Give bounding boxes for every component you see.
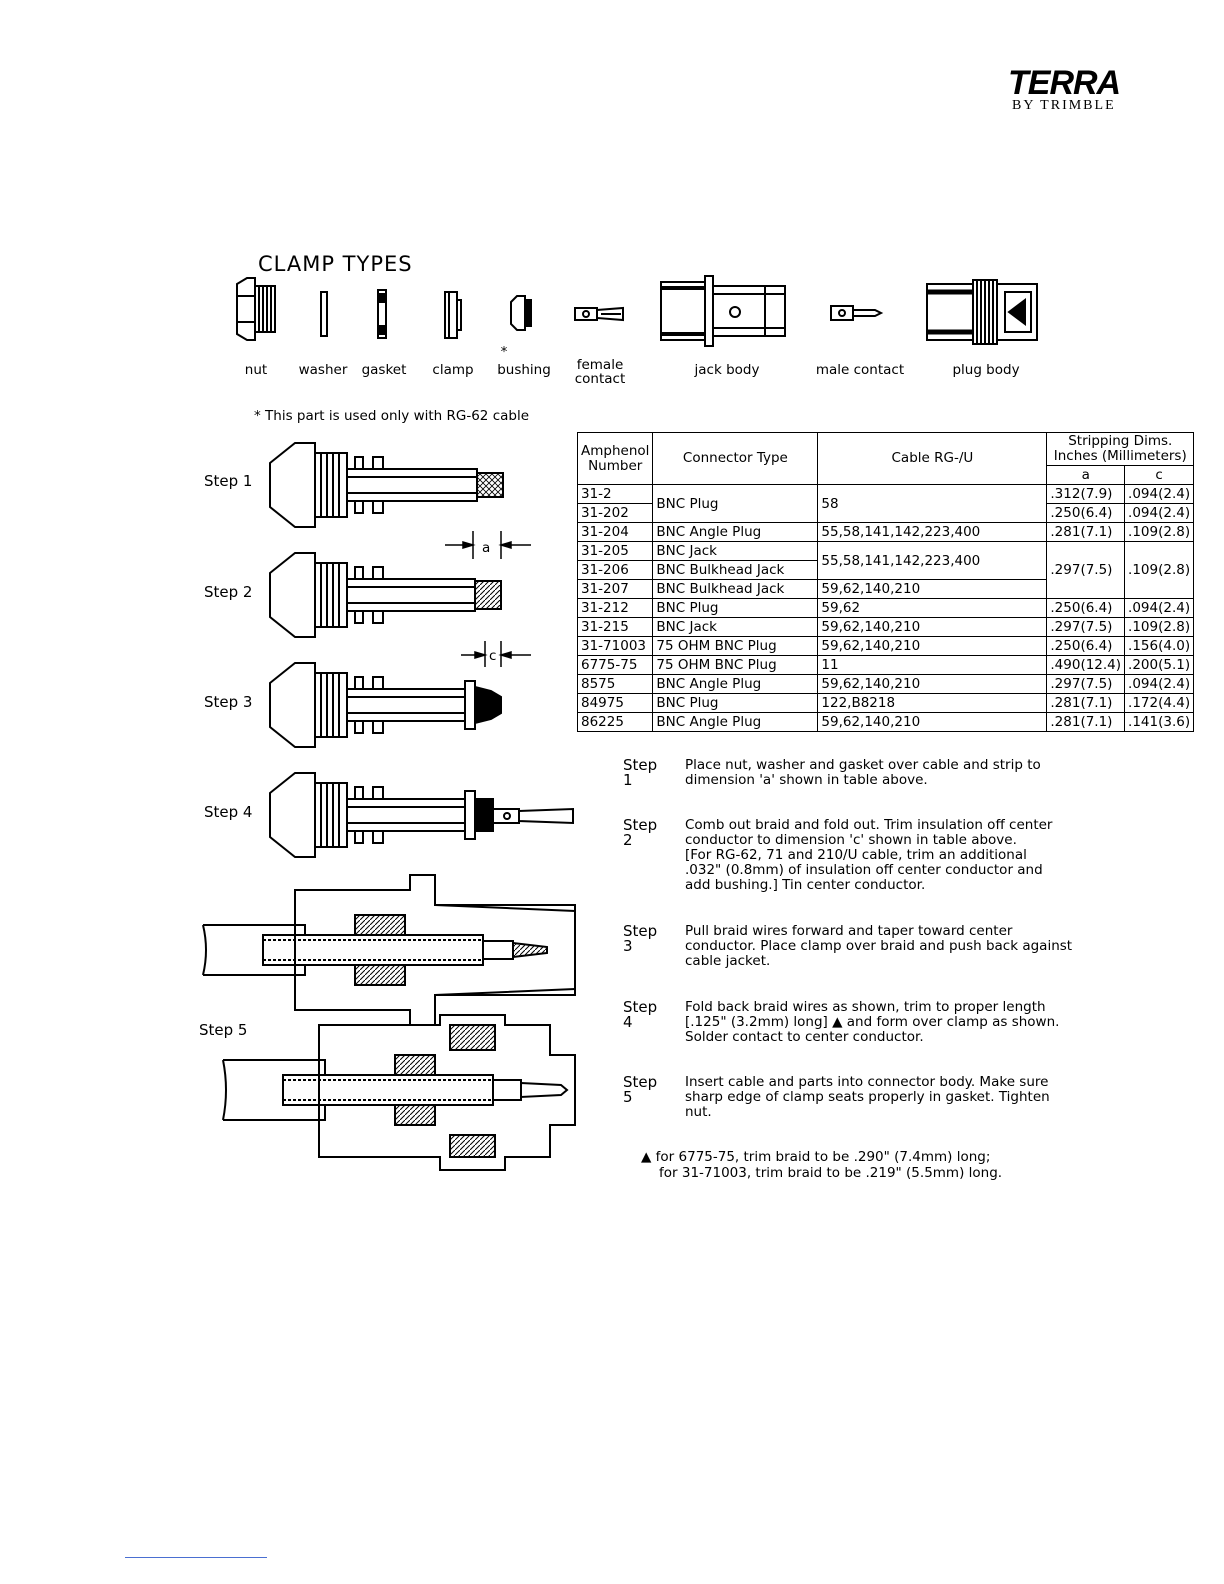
triangle-note-line-1: ▲ for 6775-75, trim braid to be .290" (7.4mm) long; — [641, 1149, 991, 1165]
cell-cable: 59,62,140,210 — [818, 713, 1047, 732]
cell-c: .094(2.4) — [1125, 504, 1194, 523]
table-row — [578, 542, 1194, 561]
cell-c: .094(2.4) — [1125, 485, 1194, 504]
step-5-label: Step 5 — [199, 1021, 248, 1039]
cell-type: 75 OHM BNC Plug — [653, 637, 818, 656]
cell-num: 6775-75 — [578, 656, 653, 675]
cell-a: .281(7.1) — [1047, 694, 1125, 713]
step-4-label: Step 4 — [204, 803, 253, 821]
cell-cable: 59,62,140,210 — [818, 637, 1047, 656]
table-row — [578, 485, 1194, 504]
cell-c: .141(3.6) — [1125, 713, 1194, 732]
male-contact-icon — [831, 306, 881, 320]
cell-num: 86225 — [578, 713, 653, 732]
cell-type: BNC Plug — [653, 485, 818, 523]
table-row — [578, 656, 1194, 675]
cell-c: .200(5.1) — [1125, 656, 1194, 675]
cell-type: BNC Bulkhead Jack — [653, 561, 818, 580]
instruction-line: dimension 'a' shown in table above. — [685, 772, 928, 788]
cell-type: BNC Bulkhead Jack — [653, 580, 818, 599]
header-a: a — [1047, 466, 1125, 485]
part-label-female-contact: female contact — [574, 357, 626, 387]
part-label-clamp: clamp — [432, 362, 474, 378]
female-contact-icon — [575, 308, 623, 320]
cell-type: BNC Angle Plug — [653, 675, 818, 694]
cell-a: .297(7.5) — [1047, 618, 1125, 637]
instruction-line: [.125" (3.2mm) long] ▲ and form over clamp as shown. — [685, 1014, 1060, 1030]
header-c: c — [1125, 466, 1194, 485]
cell-type: BNC Angle Plug — [653, 523, 818, 542]
cell-c: .109(2.8) — [1125, 523, 1194, 542]
step-3-assembly — [270, 663, 501, 747]
table-row — [578, 694, 1194, 713]
header-amphenol: Amphenol Number — [578, 433, 653, 485]
footer-rule — [125, 1557, 267, 1558]
cell-a: .312(7.9) — [1047, 485, 1125, 504]
step-1-label: Step 1 — [204, 472, 253, 490]
cell-num: 31-204 — [578, 523, 653, 542]
cell-a: .281(7.1) — [1047, 713, 1125, 732]
cell-a: .250(6.4) — [1047, 599, 1125, 618]
step-2-label: Step 2 — [204, 583, 253, 601]
cell-num: 31-2 — [578, 485, 653, 504]
instruction-line: sharp edge of clamp seats properly in gasket. Tighten — [685, 1089, 1050, 1105]
cell-type: BNC Plug — [653, 599, 818, 618]
instruction-line: conductor to dimension 'c' shown in table above. — [685, 832, 1017, 848]
instruction-line: Place nut, washer and gasket over cable and strip to — [685, 757, 1041, 773]
cell-cable: 58 — [818, 485, 1047, 523]
part-label-plug-body: plug body — [952, 362, 1020, 378]
cross-section-jack — [203, 875, 575, 1025]
cell-c: .094(2.4) — [1125, 599, 1194, 618]
instruction-step-2-num: Step 2 — [623, 816, 658, 849]
cell-num: 31-202 — [578, 504, 653, 523]
instruction-step-5-num: Step 5 — [623, 1073, 658, 1106]
part-label-bushing: bushing — [497, 362, 551, 378]
cell-num: 31-205 — [578, 542, 653, 561]
gasket-icon — [378, 290, 386, 338]
cell-type: BNC Jack — [653, 618, 818, 637]
washer-icon — [321, 292, 327, 336]
stripping-dims-table — [577, 432, 1194, 732]
clamp-icon — [445, 292, 461, 338]
clamp-types-title: CLAMP TYPES — [258, 252, 413, 276]
cell-num: 84975 — [578, 694, 653, 713]
triangle-note — [641, 1149, 1002, 1181]
table-row — [578, 637, 1194, 656]
step-2-assembly — [270, 553, 501, 637]
plug-body-icon — [927, 280, 1037, 344]
instruction-line: [For RG-62, 71 and 210/U cable, trim an additional — [685, 847, 1027, 863]
cell-c: .109(2.8) — [1125, 618, 1194, 637]
table-row — [578, 618, 1194, 637]
cell-cable: 11 — [818, 656, 1047, 675]
cell-a: .490(12.4) — [1047, 656, 1125, 675]
cell-c: .109(2.8) — [1125, 542, 1194, 599]
cell-c: .094(2.4) — [1125, 675, 1194, 694]
step-1-assembly — [270, 443, 503, 527]
instruction-line: Insert cable and parts into connector body. Make sure — [685, 1074, 1049, 1090]
table-row — [578, 675, 1194, 694]
terra-logo: TERRA — [1008, 64, 1121, 102]
cell-num: 31-212 — [578, 599, 653, 618]
cell-cable: 59,62 — [818, 599, 1047, 618]
cell-a: .297(7.5) — [1047, 675, 1125, 694]
triangle-note-line-2: for 31-71003, trim braid to be .219" (5.5mm) long. — [659, 1165, 1003, 1181]
cross-section-plug — [223, 1015, 575, 1170]
cell-type: BNC Angle Plug — [653, 713, 818, 732]
cell-type: BNC Plug — [653, 694, 818, 713]
assembly-steps-drawing — [195, 435, 585, 1185]
logo-subtitle: BY TRIMBLE — [1012, 98, 1116, 113]
instruction-line: Solder contact to center conductor. — [685, 1029, 924, 1045]
cell-num: 31-71003 — [578, 637, 653, 656]
cell-a: .281(7.1) — [1047, 523, 1125, 542]
instruction-line: nut. — [685, 1104, 712, 1120]
bushing-asterisk: * — [500, 344, 508, 360]
cell-cable: 55,58,141,142,223,400 — [818, 523, 1047, 542]
cell-num: 8575 — [578, 675, 653, 694]
step-3-label: Step 3 — [204, 693, 253, 711]
cell-cable: 55,58,141,142,223,400 — [818, 542, 1047, 580]
table-row — [578, 599, 1194, 618]
cell-type: 75 OHM BNC Plug — [653, 656, 818, 675]
instruction-line: cable jacket. — [685, 953, 771, 969]
header-cable: Cable RG-/U — [818, 433, 1047, 485]
header-connector: Connector Type — [653, 433, 818, 485]
cell-cable: 59,62,140,210 — [818, 618, 1047, 637]
cell-cable: 59,62,140,210 — [818, 580, 1047, 599]
instruction-line: Pull braid wires forward and taper toward center — [685, 923, 1013, 939]
cell-num: 31-206 — [578, 561, 653, 580]
part-label-male-contact: male contact — [815, 362, 905, 378]
jack-body-icon — [661, 276, 785, 346]
table-row — [578, 713, 1194, 732]
dimension-a-label: a — [482, 540, 491, 556]
cell-num: 31-215 — [578, 618, 653, 637]
instruction-step-3-num: Step 3 — [623, 922, 658, 955]
instruction-line: Fold back braid wires as shown, trim to proper length — [685, 999, 1046, 1015]
cell-type: BNC Jack — [653, 542, 818, 561]
cell-c: .156(4.0) — [1125, 637, 1194, 656]
instruction-line: .032" (0.8mm) of insulation off center conductor and — [685, 862, 1043, 878]
cell-a: .250(6.4) — [1047, 637, 1125, 656]
cell-c: .172(4.4) — [1125, 694, 1194, 713]
nut-icon — [237, 278, 275, 340]
instruction-step-1-num: Step 1 — [623, 756, 658, 789]
instruction-line: conductor. Place clamp over braid and push back against — [685, 938, 1073, 954]
rg62-note: * This part is used only with RG-62 cable — [254, 408, 530, 424]
instruction-line: add bushing.] Tin center conductor. — [685, 877, 926, 893]
bushing-icon — [511, 296, 531, 330]
cell-a: .297(7.5) — [1047, 542, 1125, 599]
instruction-line: Comb out braid and fold out. Trim insulation off center — [685, 817, 1053, 833]
cell-a: .250(6.4) — [1047, 504, 1125, 523]
cell-num: 31-207 — [578, 580, 653, 599]
table-header-row — [578, 433, 1194, 466]
instruction-step-4-num: Step 4 — [623, 998, 658, 1031]
part-label-jack-body: jack body — [694, 362, 760, 378]
part-label-gasket: gasket — [361, 362, 407, 378]
cell-cable: 122,B8218 — [818, 694, 1047, 713]
part-label-nut: nut — [244, 362, 268, 378]
dimension-c-label: c — [489, 648, 497, 664]
header-stripping: Stripping Dims. Inches (Millimeters) — [1047, 433, 1194, 466]
part-label-washer: washer — [298, 362, 348, 378]
table-row — [578, 523, 1194, 542]
clamp-parts-drawing — [225, 272, 1055, 352]
cell-cable: 59,62,140,210 — [818, 675, 1047, 694]
step-4-assembly — [270, 773, 573, 857]
